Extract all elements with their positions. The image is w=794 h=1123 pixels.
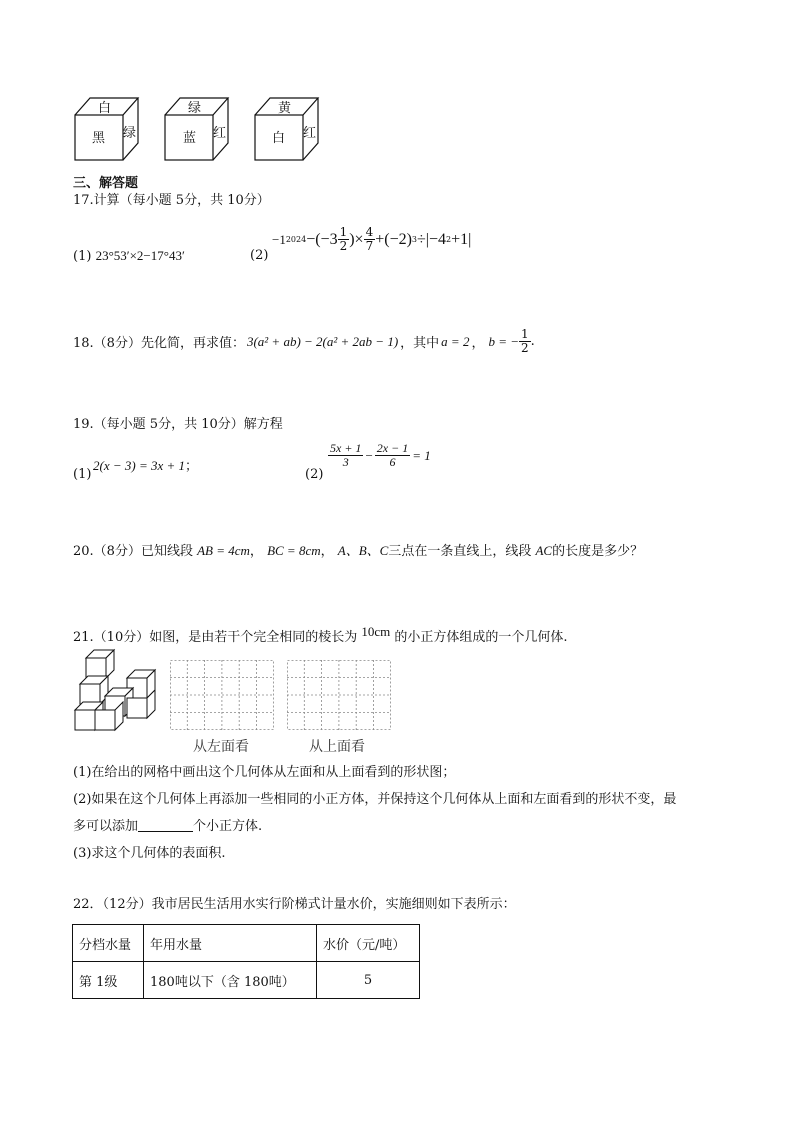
cube-2-side-label: 红: [213, 126, 227, 141]
q17-p1-label: (1): [73, 249, 92, 264]
q18-a-value: a = 2: [441, 333, 470, 349]
q17-p2-e-exp: 2: [446, 235, 452, 244]
q19-p2-rhs: = 1: [412, 447, 431, 463]
q19-p2-label: (2): [305, 467, 324, 482]
q17-p2-exp: 2024: [285, 235, 307, 244]
cube-2-front-label: 蓝: [183, 131, 197, 146]
q18-expr: 3(a² + ab) − 2(a² + 2ab − 1): [246, 333, 399, 349]
q19-p1-end: ；: [185, 459, 199, 474]
q20-t3: ，: [320, 544, 334, 559]
q17-p2-e: ÷|−4: [417, 230, 447, 248]
q21-sub2a: (2)如果在这个几何体上再添加一些相同的小正方体，并保持这个几何体从上面和左面看到的形状不变，最: [73, 792, 677, 807]
q21-length: 10cm: [361, 624, 391, 639]
q17-p2-d: +(−2): [375, 230, 412, 248]
cube-1-side-label: 绿: [123, 126, 137, 141]
q19-heading: 19.（每小题 5分，共 10分）解方程: [73, 417, 283, 432]
table-header-cell: 水价（元/吨）: [317, 925, 420, 962]
q18-comma: ，: [471, 336, 485, 351]
cube-2-top-label: 绿: [188, 101, 202, 116]
q17-p2-mixed-frac: $\frac{1}{2}$: [339, 225, 348, 253]
table-header-cell: 分档水量: [73, 925, 144, 962]
q20-t4: 三点在一条直线上，线段: [388, 544, 532, 559]
cube-3-top-label: 黄: [278, 101, 292, 116]
left-view-label: 从左面看: [193, 739, 249, 755]
top-view-grid[interactable]: [287, 660, 391, 730]
q20-t2: ，: [249, 544, 263, 559]
q20-points: A、B、C: [337, 543, 389, 558]
q19-p2-frac2: $\frac{2x - 1}{6}$: [376, 441, 409, 469]
q20-bc: BC = 8cm: [267, 543, 321, 558]
q17-p2-label: (2): [250, 248, 269, 263]
q21-t1: 21.（10分）如图，是由若干个完全相同的棱长为: [73, 630, 358, 645]
q17-p2-c: )×: [349, 230, 364, 248]
cube-1-front-label: 黑: [92, 131, 106, 146]
q21-sub2b-post: 个小正方体.: [193, 819, 263, 834]
table-cell: 180吨以下（含 180吨）: [144, 962, 317, 999]
q17-p2-b: −(−3: [306, 230, 338, 248]
q20-t1: 20.（8分）已知线段: [73, 544, 193, 559]
q22-heading: 22．（12分）我市居民生活用水实行阶梯式计量水价，实施细则如下表所示：: [73, 897, 516, 912]
q21-sub1: (1)在给出的网格中画出这个几何体从左面和从上面看到的形状图；: [73, 765, 456, 780]
q21-sub2b: [73, 818, 262, 836]
q19-part1: [93, 457, 198, 476]
cube-1-top-label: 白: [98, 101, 112, 116]
q20-t5: 的长度是多少？: [552, 544, 644, 559]
table-cell: 5: [317, 962, 420, 999]
q18-end: .: [530, 334, 535, 349]
q18-prefix: 18.（8分）先化简，再求值：: [73, 336, 245, 351]
q18-b-lhs: b = −: [488, 333, 520, 349]
q18-b-frac: $\frac{1}{2}$: [521, 327, 529, 355]
q17-heading: 17.计算（每小题 5分，共 10分）: [73, 193, 270, 208]
q17-p1-expr: 23°53′×2−17°43′: [95, 248, 185, 263]
q17-part1: [73, 247, 185, 266]
section-title: 三、解答题: [73, 176, 139, 191]
top-view-label: 从上面看: [309, 739, 365, 755]
q19-p2-expr: [328, 442, 431, 469]
q20-line: [73, 542, 643, 561]
table-cell: 第 1级: [73, 962, 144, 999]
q21-sub2b-pre: 多可以添加: [73, 819, 139, 834]
table-header-row: [73, 925, 420, 962]
cube-3-front-label: 白: [272, 131, 286, 146]
q19-p1-expr: 2(x − 3) = 3x + 1: [93, 458, 186, 473]
cube-3-side-label: 红: [303, 126, 317, 141]
q20-ac: AC: [535, 543, 553, 558]
q21-t2: 的小正方体组成的一个几何体.: [394, 630, 568, 645]
cube-solid-figure: [70, 646, 165, 738]
q21-sub3: (3)求这个几何体的表面积.: [73, 846, 226, 861]
q18-mid: ，其中: [400, 336, 440, 351]
q19-p1-label: (1): [73, 467, 92, 482]
q20-ab: AB = 4cm: [197, 543, 250, 558]
left-view-grid[interactable]: [170, 660, 274, 730]
q19-p2-minus: −: [365, 447, 373, 463]
table-row: [73, 962, 420, 999]
q18-line: [73, 328, 535, 355]
q17-p2-expr: [272, 226, 471, 253]
q17-p2-d-exp: 3: [411, 235, 418, 244]
q17-p2-frac: $\frac{4}{7}$: [365, 225, 374, 253]
q17-p2-f: +1|: [451, 230, 472, 248]
q17-p2-a: −1: [272, 231, 286, 247]
table-header-cell: 年用水量: [144, 925, 317, 962]
q19-p2-frac1: $\frac{5x + 1}{3}$: [330, 441, 362, 469]
water-price-table: [72, 924, 420, 999]
answer-blank[interactable]: [138, 819, 193, 832]
q21-line: [73, 623, 568, 647]
